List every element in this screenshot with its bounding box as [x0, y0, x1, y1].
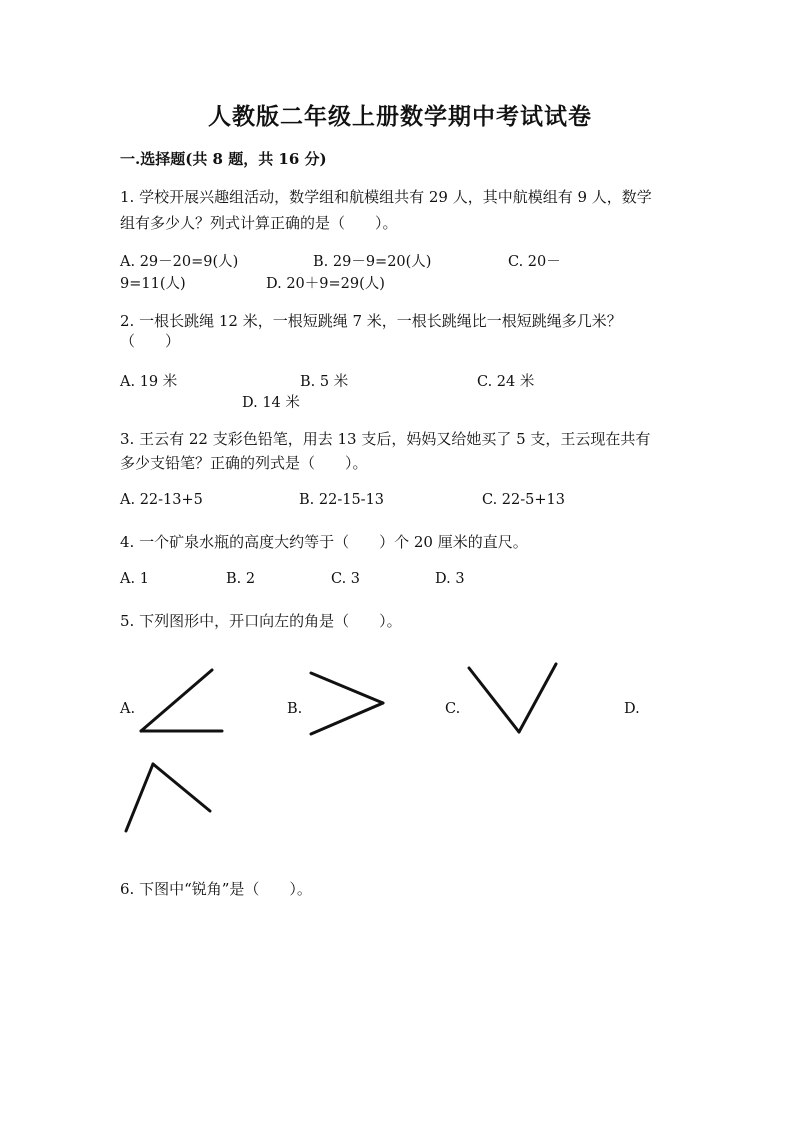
q1-option-b[interactable]: B. 29－9=20(人)	[313, 254, 432, 270]
q3-option-c[interactable]: C. 22-5+13	[482, 492, 565, 508]
q4-option-d[interactable]: D. 3	[435, 571, 465, 587]
q1-option-c[interactable]: C. 20－	[508, 254, 561, 270]
q4-option-b[interactable]: B. 2	[226, 571, 256, 587]
angle-d-ray-2	[153, 764, 210, 811]
question-1-line-2: 组有多少人？列式计算正确的是（ ）。	[120, 214, 398, 232]
angle-d-ray-1	[126, 764, 153, 831]
q3-option-b[interactable]: B. 22-15-13	[299, 492, 385, 508]
q1-option-a[interactable]: A. 29－20=9(人)	[120, 254, 239, 270]
q5-option-d[interactable]: D.	[624, 701, 640, 717]
q1-option-c-cont: 9=11(人)	[120, 276, 186, 292]
q1-option-d[interactable]: D. 20＋9=29(人)	[266, 276, 385, 292]
q2-option-a[interactable]: A. 19 米	[120, 374, 178, 390]
question-2-line-1: 2. 一根长跳绳 12 米，一根短跳绳 7 米，一根长跳绳比一根短跳绳多几米？	[120, 312, 622, 330]
exam-title: 人教版二年级上册数学期中考试试卷	[208, 103, 592, 130]
q3-option-a[interactable]: A. 22-13+5	[120, 492, 203, 508]
q5-option-c[interactable]: C.	[445, 701, 461, 717]
q5-option-b[interactable]: B.	[287, 701, 303, 717]
question-1-line-1: 1. 学校开展兴趣组活动，数学组和航模组共有 29 人，其中航模组有 9 人，数学	[120, 188, 652, 206]
q5-option-a[interactable]: A.	[120, 701, 136, 717]
question-6-line-1: 6. 下图中“锐角”是（ ）。	[120, 880, 312, 898]
q4-option-a[interactable]: A. 1	[120, 571, 149, 587]
q2-option-b[interactable]: B. 5 米	[300, 374, 349, 390]
section-heading: 一.选择题(共 8 题，共 16 分)	[120, 150, 327, 168]
q2-option-d[interactable]: D. 14 米	[242, 395, 300, 411]
question-3-line-2: 多少支铅笔？正确的列式是（ ）。	[120, 454, 368, 472]
q4-option-c[interactable]: C. 3	[331, 571, 361, 587]
q2-option-c[interactable]: C. 24 米	[477, 374, 535, 390]
question-4-line-1: 4. 一个矿泉水瓶的高度大约等于（ ）个 20 厘米的直尺。	[120, 533, 528, 551]
question-2-line-2: （ ）	[120, 332, 181, 350]
question-3-line-1: 3. 王云有 22 支彩色铅笔，用去 13 支后，妈妈又给她买了 5 支，王云现在共有	[120, 430, 651, 448]
question-5-line-1: 5. 下列图形中，开口向左的角是（ ）。	[120, 612, 402, 630]
